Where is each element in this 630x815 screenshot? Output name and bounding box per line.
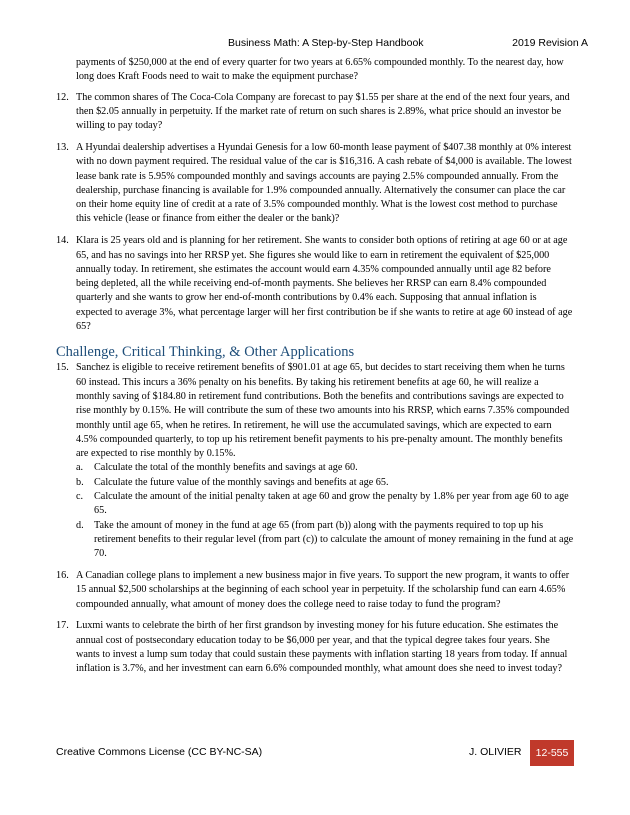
page-number-badge: 12-555	[530, 740, 574, 766]
part-letter: d.	[76, 519, 84, 531]
author-name: J. OLIVIER	[469, 746, 522, 758]
part-text: Calculate the total of the monthly benefits and savings at age 60.	[94, 462, 358, 474]
book-title: Business Math: A Step-by-Step Handbook	[228, 37, 424, 49]
problem-part-c	[76, 490, 574, 519]
problem-15	[56, 361, 574, 561]
problem-part-d	[76, 519, 574, 562]
part-text: Calculate the amount of the initial penalty taken at age 60 and grow the penalty by 1.8% per year from age 60 to age 65.	[94, 491, 569, 517]
problem-text: Klara is 25 years old and is planning for her retirement. She wants to consider both options of retiring at age 60 or at age 65, and has no savings into her RRSP yet. She figures she would like to earn in retirement the equivalent of $25,000 annually today. In retirement, she estimates the account would earn 4.35% compounded annually until age 82 before being depleted, all the while receiving end-of-month payments. She believes her RRSP can earn 8.4% compounded quarterly and she wants to grow her end-of-month contributions by 0.4% each. Supposing that annual inflation is expected to average 3%, what percentage larger will her first contribution be if she wants to retire at age 60 instead of age 65?	[76, 235, 573, 333]
problem-number: 12.	[56, 91, 69, 103]
page-header	[0, 37, 630, 53]
problem-number: 16.	[56, 570, 69, 581]
revision-label: 2019 Revision A	[512, 37, 588, 49]
license-text: Creative Commons License (CC BY-NC-SA)	[56, 746, 263, 758]
part-letter: c.	[76, 491, 84, 503]
problem-16	[56, 569, 574, 612]
part-letter: a.	[76, 462, 84, 474]
problem-17	[56, 619, 574, 676]
problem-13	[56, 141, 574, 227]
part-text: Calculate the future value of the monthly savings and benefits at age 65.	[94, 476, 389, 488]
problem-text: The common shares of The Coca-Cola Company are forecast to pay $1.55 per share at the end of the next four years, and then $2.05 annually in perpetuity. If the market rate of return on such shares is 2.89%, what price should an investor be willing to pay today?	[76, 91, 570, 132]
problem-15-parts	[76, 461, 574, 561]
problem-14	[56, 234, 574, 334]
problem-number: 17.	[56, 620, 69, 632]
section-heading: Challenge, Critical Thinking, & Other Applications	[56, 344, 355, 361]
problem-12	[56, 91, 574, 134]
part-text: Take the amount of money in the fund at age 65 (from part (b)) along with the payments required to top up his retirement benefits to their regular level (from part (c)) to calculate the amount of money remaining in the fund at age 70.	[94, 519, 574, 560]
problem-number: 14.	[56, 235, 69, 247]
problem-text: A Canadian college plans to implement a new business major in five years. To support the new program, it wants to offer 15 annual $2,500 scholarships at the beginning of each school year in perpetuity. If the scholarship fund can earn 4.65% compounded annually, what amount of money does the college need to raise today to fund the program?	[76, 570, 570, 610]
problem-text: Sanchez is eligible to receive retirement benefits of $901.01 at age 65, but decides to start receiving them when he turns 60 instead. This incurs a 36% penalty on his benefits. By taking his retirement benefits at age 60, he will realize a monthly saving of $184.80 in retirement fund contributions. Both the benefits and contributions savings are expected to rise monthly by 0.15%. He will contribute the sum of these two amounts into his RRSP, which earns 7.35% compounded monthly until age 65, when he retires. In retirement, he will use the accumulated savings, which are expected to earn 4.5% compounded quarterly, to top up his retirement benefit payments to his pre-penalty amount. The monthly benefits are expected to rise monthly by 0.15%.	[76, 362, 570, 460]
problem-number: 15.	[56, 362, 69, 374]
problem-number: 13.	[56, 141, 69, 153]
problem-part-b	[76, 476, 574, 490]
problem-part-a	[76, 461, 574, 475]
carryover-text: payments of $250,000 at the end of every quarter for two years at 6.65% compounded monthly. To the nearest day, how long does Kraft Foods need to wait to make the equipment purchase?	[76, 57, 564, 83]
problem-text: A Hyundai dealership advertises a Hyundai Genesis for a low 60-month lease payment of $407.38 monthly at 0% interest with no down payment required. The residual value of the car is $16,316. A cash rebate of $4,000 is available. The lowest lease bank rate is 5.95% compounded monthly and savings accounts are paying 2.5% compounded annually. From the dealership, purchase financing is available for 1.9% compounded annually. Alternatively the consumer can place the car on their home equity line of credit at a rate of 3.5% compounded monthly. What is the lowest cost method to purchase this vehicle (lease or finance from either the dealer or the bank)?	[76, 141, 572, 225]
problem-text: Luxmi wants to celebrate the birth of her first grandson by investing money for his future education. She estimates the annual cost of postsecondary education today to be $6,000 per year, and that the typical degree takes four years. She wants to invest a lump sum today that could sustain these payments with inflation starting 18 years from today. If annual inflation is 3.7%, and her investment can earn 6.6% compounded monthly, what amount does she need to invest today?	[76, 620, 568, 675]
page-footer	[0, 740, 630, 766]
page-body	[56, 56, 574, 684]
part-letter: b.	[76, 476, 84, 488]
